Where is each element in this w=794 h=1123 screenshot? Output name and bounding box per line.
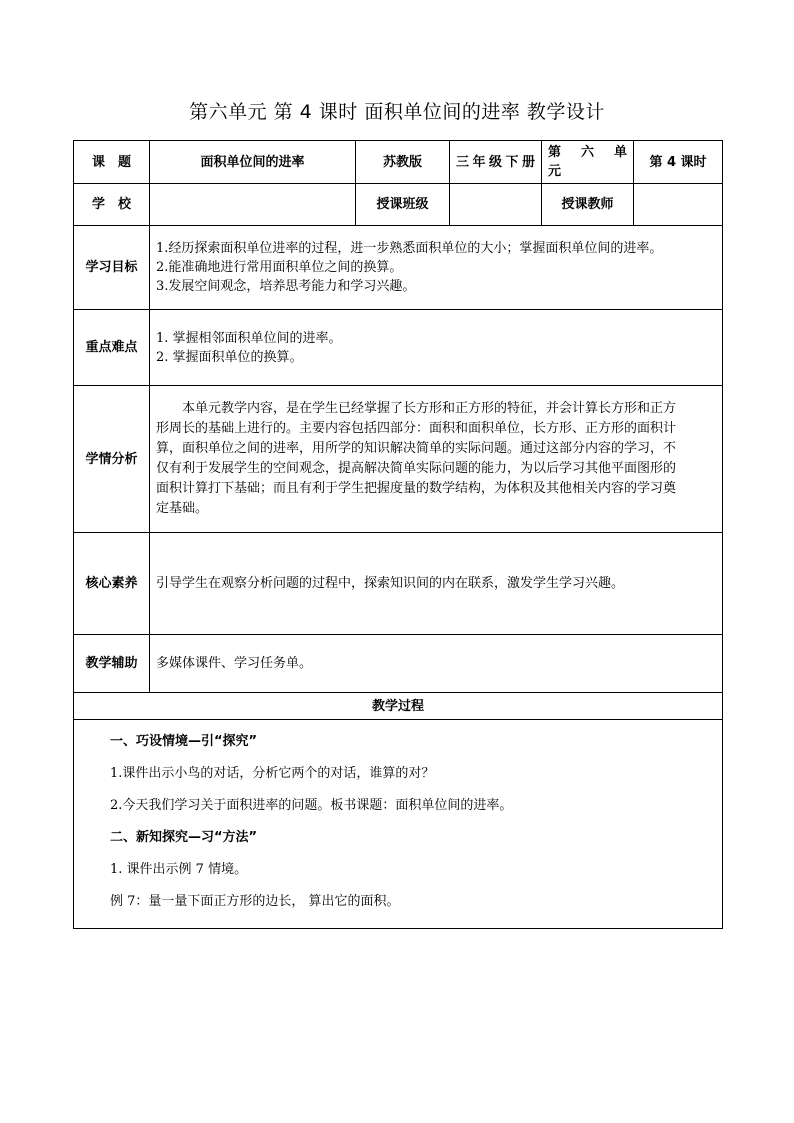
process-title: 教学过程 bbox=[74, 693, 723, 720]
unit: 第 六 单 元 bbox=[542, 141, 634, 184]
row-topic bbox=[74, 141, 723, 184]
row-aids bbox=[74, 635, 723, 693]
teacher-label: 授课教师 bbox=[542, 184, 634, 226]
grade: 三年级下册 bbox=[450, 141, 542, 184]
lesson-plan-table bbox=[73, 140, 723, 929]
row-key-points bbox=[74, 310, 723, 386]
school-label: 学 校 bbox=[74, 184, 150, 226]
key-point-item: 2. 掌握面积单位的换算。 bbox=[156, 349, 303, 365]
objective-item: 3.发展空间观念，培养思考能力和学习兴趣。 bbox=[156, 279, 416, 294]
section2-item: 例 7：量一量下面正方形的边长， 算出它的面积。 bbox=[110, 894, 400, 909]
analysis-text: 本单元教学内容，是在学生已经掌握了长方形和正方形的特征，并会计算长方形和正方形周长的基础上进行的。主要内容包括四部分：面积和面积单位，长方形、正方形的面积计算，面积单位之间的进率，用所学的知识解决简单的实际问题。通过这部分内容的学习，不仅有利于发展学生的空间观念，提高解决简单实际问题的能力，为以后学习其他平面图形的面积计算打下基础；而且有利于学生把握度量的数学结构，为体积及其他相关内容的学习奠定基础。 bbox=[156, 401, 677, 516]
school-value bbox=[150, 184, 356, 226]
literacy-text: 引导学生在观察分析问题的过程中，探索知识间的内在联系，激发学生学习兴趣。 bbox=[150, 533, 723, 635]
key-points-content bbox=[150, 310, 723, 386]
objective-item: 2.能准确地进行常用面积单位之间的换算。 bbox=[156, 260, 403, 275]
objective-item: 1.经历探索面积单位进率的过程，进一步熟悉面积单位的大小；掌握面积单位间的进率。 bbox=[156, 241, 663, 256]
literacy-label: 核心素养 bbox=[74, 533, 150, 635]
row-school bbox=[74, 184, 723, 226]
row-process-title bbox=[74, 693, 723, 720]
page-title: 第六单元 第 4 课时 面积单位间的进率 教学设计 bbox=[189, 101, 605, 123]
key-points-label: 重点难点 bbox=[74, 310, 150, 386]
row-literacy bbox=[74, 533, 723, 635]
analysis-label: 学情分析 bbox=[74, 386, 150, 533]
publisher: 苏教版 bbox=[356, 141, 450, 184]
objectives-label: 学习目标 bbox=[74, 226, 150, 310]
section2-item: 1. 课件出示例 7 情境。 bbox=[110, 862, 248, 877]
section2-heading: 二、新知探究—习“方法” bbox=[110, 830, 258, 845]
topic-label: 课 题 bbox=[74, 141, 150, 184]
teacher-value bbox=[634, 184, 723, 226]
row-process-body bbox=[74, 720, 723, 929]
row-objectives bbox=[74, 226, 723, 310]
section1-heading: 一、巧设情境—引“探究” bbox=[110, 734, 258, 749]
topic-value: 面积单位间的进率 bbox=[150, 141, 356, 184]
analysis-content bbox=[150, 386, 723, 533]
class-label: 授课班级 bbox=[356, 184, 450, 226]
row-analysis bbox=[74, 386, 723, 533]
aids-label: 教学辅助 bbox=[74, 635, 150, 693]
lesson-number: 第 4 课时 bbox=[634, 141, 723, 184]
section1-item: 1.课件出示小鸟的对话，分析它两个的对话，谁算的对？ bbox=[110, 766, 435, 781]
objectives-content bbox=[150, 226, 723, 310]
section1-item: 2.今天我们学习关于面积进率的问题。板书课题：面积单位间的进率。 bbox=[110, 798, 513, 813]
class-value bbox=[450, 184, 542, 226]
aids-text: 多媒体课件、学习任务单。 bbox=[150, 635, 723, 693]
key-point-item: 1. 掌握相邻面积单位间的进率。 bbox=[156, 330, 342, 346]
process-content bbox=[74, 720, 723, 929]
